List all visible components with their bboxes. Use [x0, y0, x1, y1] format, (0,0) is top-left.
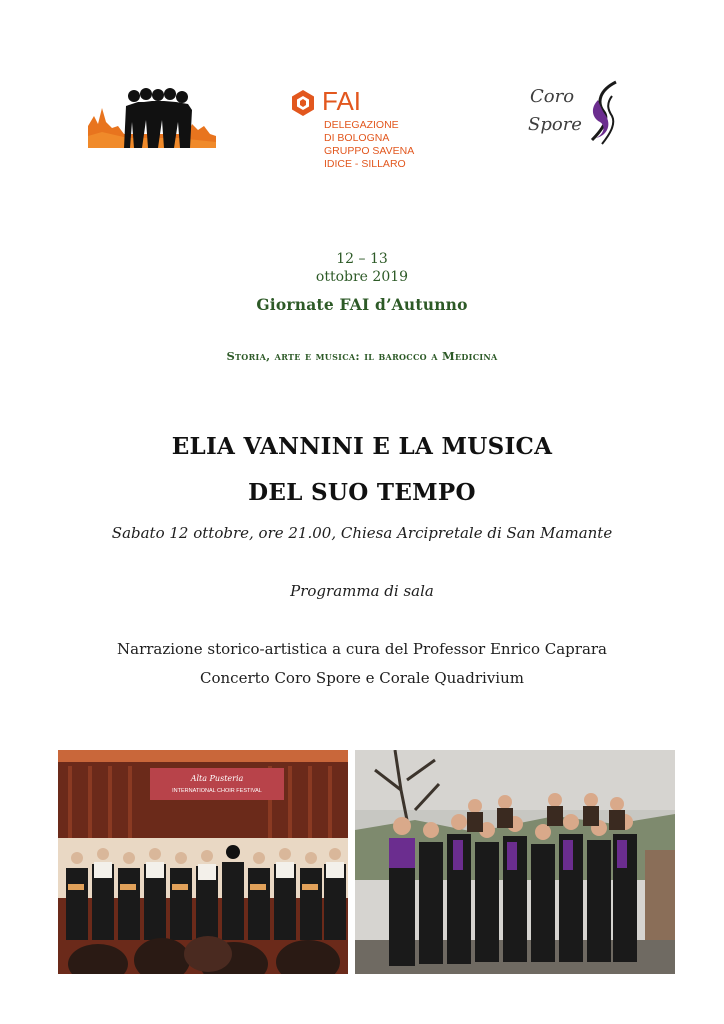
- event-dates: [0, 250, 724, 286]
- coro-spore-word-2: Spore: [528, 114, 582, 135]
- fai-mark-icon: [288, 88, 318, 118]
- date-month-year: ottobre 2019: [315, 269, 409, 285]
- fai-delegation-text: [324, 119, 414, 171]
- concert-credit: Concerto Coro Spore e Corale Quadrivium: [200, 669, 524, 687]
- festival-banner-subtitle: INTERNATIONAL CHOIR FESTIVAL: [172, 788, 262, 794]
- choir-silhouette-icon: [88, 86, 216, 152]
- page-title-line-2: DEL SUO TEMPO: [248, 479, 476, 506]
- choir-logo: [88, 86, 216, 152]
- coro-spore-word-1: Coro: [530, 86, 575, 107]
- fai-wordmark: FAI: [322, 86, 362, 116]
- subtitle: Storia, arte e musica: il barocco a Medicina: [226, 349, 498, 363]
- fai-line: GRUPPO SAVENA: [324, 145, 415, 157]
- logo-row: [0, 0, 724, 200]
- festival-banner-title: Alta Pusteria: [190, 774, 244, 783]
- narration-credit: Narrazione storico-artistica a cura del Professor Enrico Caprara: [117, 640, 607, 658]
- fai-logo: [288, 88, 438, 178]
- event-series: Giornate FAI d’Autunno: [256, 295, 468, 314]
- programma-label: Programma di sala: [290, 582, 434, 600]
- fai-line: DELEGAZIONE: [324, 119, 399, 131]
- fai-line: DI BOLOGNA: [324, 132, 390, 144]
- coro-spore-logo: [526, 78, 626, 148]
- date-range: 12 – 13: [336, 251, 388, 267]
- fai-line: IDICE - SILLARO: [324, 158, 406, 170]
- coro-spore-swirl-icon: [586, 78, 626, 148]
- page-title-line-1: ELIA VANNINI E LA MUSICA: [171, 433, 553, 460]
- photo-choir-stage: [58, 750, 348, 974]
- event-when-where: Sabato 12 ottobre, ore 21.00, Chiesa Arcipretale di San Mamante: [111, 524, 613, 542]
- photo-choir-group: [355, 750, 675, 974]
